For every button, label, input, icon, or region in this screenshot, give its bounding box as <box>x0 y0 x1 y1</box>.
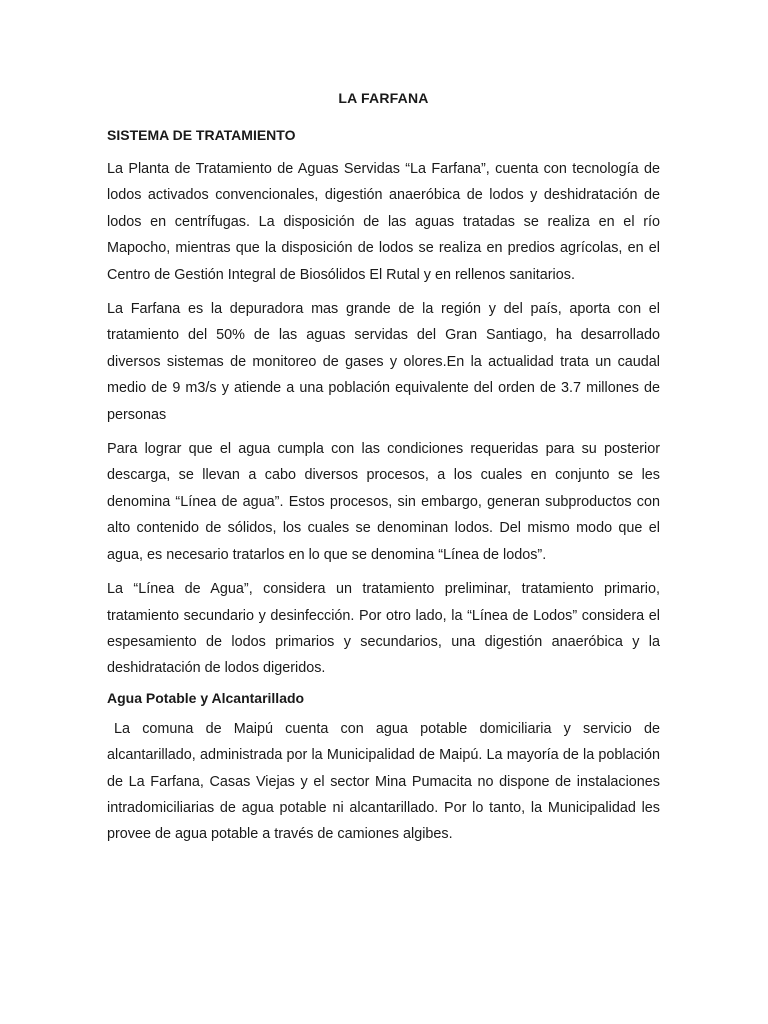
section-heading-agua-potable: Agua Potable y Alcantarillado <box>107 689 305 706</box>
section-heading-sistema: SISTEMA DE TRATAMIENTO <box>107 127 296 143</box>
paragraph: La “Línea de Agua”, considera un tratamiento preliminar, tratamiento primario, tratamiento secundario y desinfección. Por otro lado, la “Línea de Lodos” considera el espesamiento de lodos primarios y secundarios, una digestión anaeróbica y la deshidratación de lodos digeridos. <box>107 581 660 677</box>
document-page <box>107 90 660 856</box>
paragraph: La Farfana es la depuradora mas grande de la región y del país, aporta con el tratamiento del 50% de las aguas servidas del Gran Santiago, ha desarrollado diversos sistemas de monitoreo de gases y olores.En la actualidad trata un caudal medio de 9 m3/s y atiende a una población equivalente del orden de 3.7 millones de personas <box>107 301 660 423</box>
document-title: LA FARFANA <box>338 90 429 106</box>
paragraph: La comuna de Maipú cuenta con agua potable domiciliaria y servicio de alcantarillado, administrada por la Municipalidad de Maipú. La mayoría de la población de La Farfana, Casas Viejas y el sector Mina Pumacita no dispone de instalaciones intradomiciliarias de agua potable ni alcantarillado. Por lo tanto, la Municipalidad les provee de agua potable a través de camiones algibes. <box>107 720 660 843</box>
paragraph: La Planta de Tratamiento de Aguas Servidas “La Farfana”, cuenta con tecnología de lodos activados convencionales, digestión anaeróbica de lodos y deshidratación de lodos en centrífugas. La disposición de las aguas tratadas se realiza en el río Mapocho, mientras que la disposición de lodos se realiza en predios agrícolas, en el Centro de Gestión Integral de Biosólidos El Rutal y en rellenos sanitarios. <box>107 161 660 283</box>
paragraph: Para lograr que el agua cumpla con las condiciones requeridas para su posterior descarga, se llevan a cabo diversos procesos, a los cuales en conjunto se les denomina “Línea de agua”. Estos procesos, sin embargo, generan subproductos con alto contenido de sólidos, los cuales se denominan lodos. Del mismo modo que el agua, es necesario tratarlos en lo que se denomina “Línea de lodos”. <box>107 441 660 563</box>
